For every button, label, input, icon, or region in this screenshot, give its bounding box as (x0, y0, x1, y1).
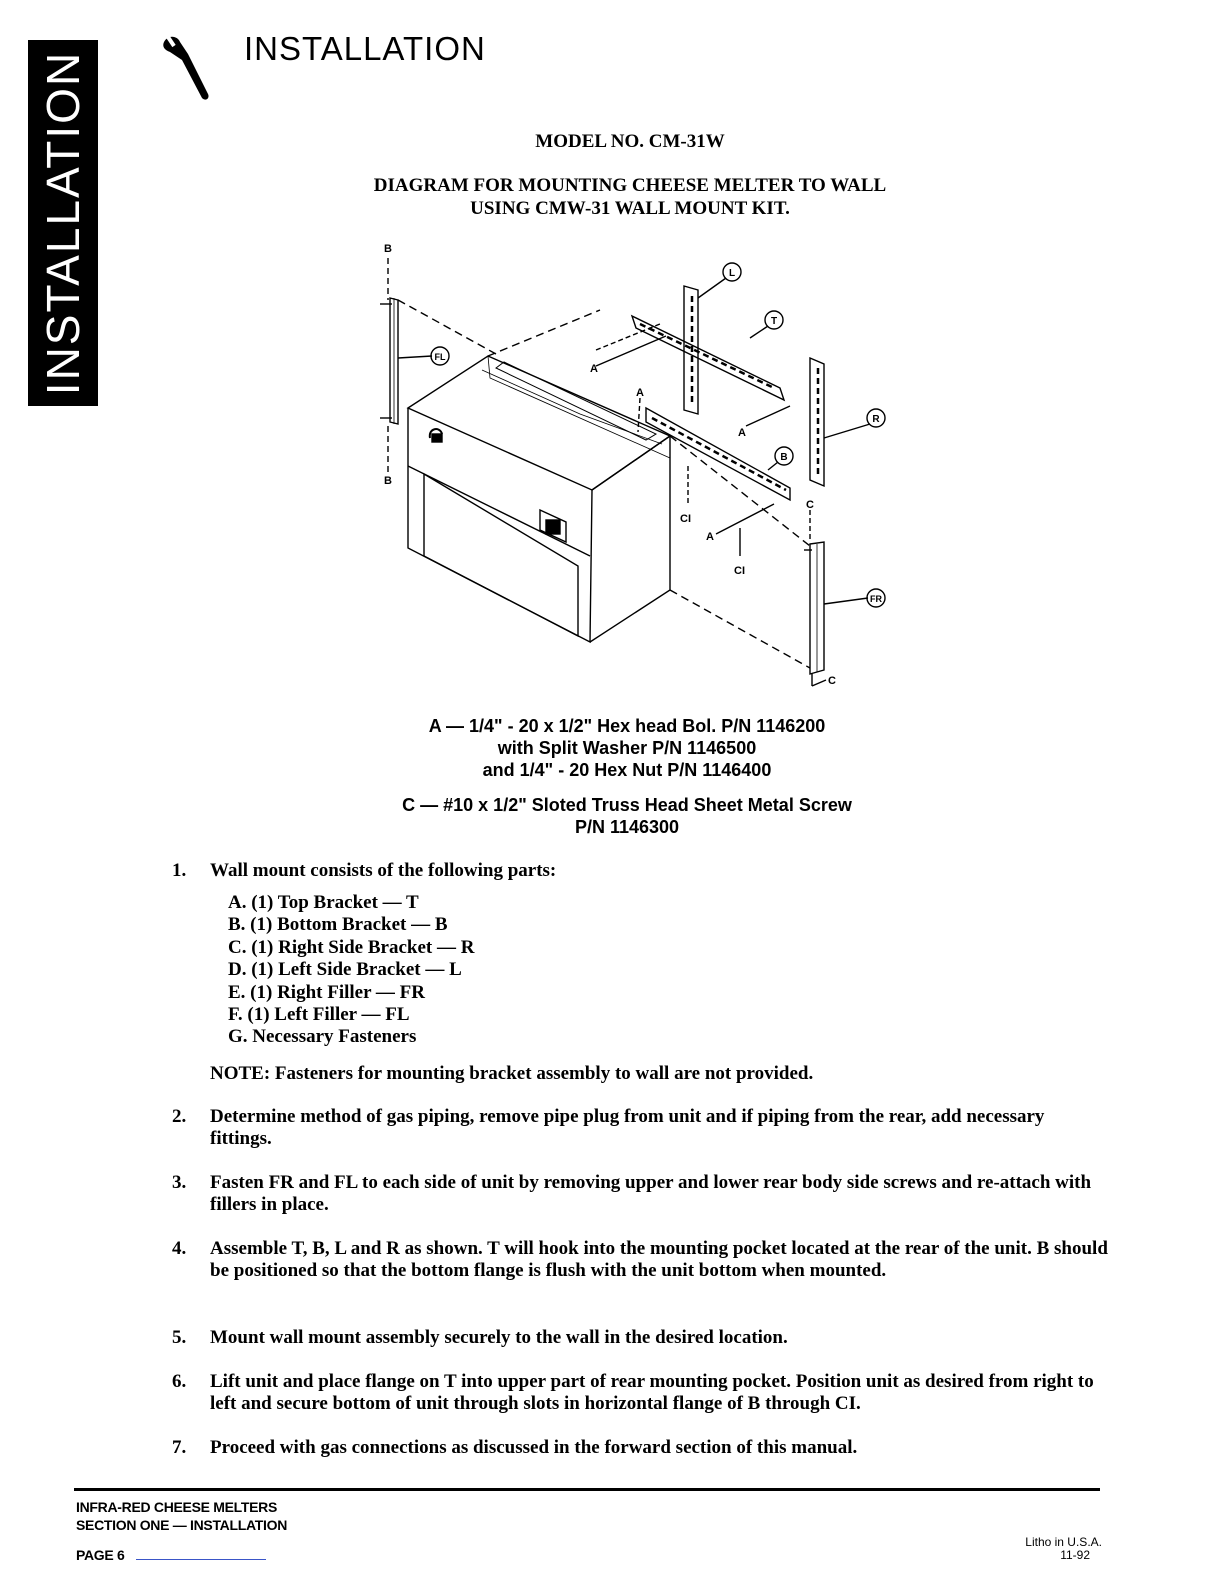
right-filler-part (804, 542, 824, 674)
side-tab-label: INSTALLATION (37, 50, 89, 396)
list-item: A. (1) Top Bracket — T (228, 892, 419, 913)
label-r: R (872, 414, 880, 425)
label-fl: FL (434, 352, 446, 362)
label-b-bottom: B (384, 475, 392, 487)
label-l: L (728, 268, 736, 279)
cheese-melter-unit (408, 356, 670, 642)
diagram-title-line-1: DIAGRAM FOR MOUNTING CHEESE MELTER TO WALL (373, 175, 887, 196)
label-fr: FR (870, 594, 882, 604)
list-item: C. (1) Right Side Bracket — R (228, 936, 475, 958)
wrench-icon (158, 26, 218, 104)
page-header-title: INSTALLATION (244, 30, 486, 67)
side-tab (28, 40, 98, 406)
label-c-bottom: C (828, 675, 836, 687)
list-item: E. (1) Right Filler — FR (228, 981, 426, 1003)
diagram-title-line-2: USING CMW-31 WALL MOUNT KIT. (470, 198, 790, 219)
fastener-c-line-1: C — #10 x 1/2" Sloted Truss Head Sheet Metal Screw (402, 795, 852, 815)
fastener-a-line-1: A — 1/4" - 20 x 1/2" Hex head Bol. P/N 1146200 (428, 716, 826, 736)
label-a-2: A (636, 387, 644, 399)
bottom-bracket-part (646, 408, 790, 500)
fastener-a-line-3: and 1/4" - 20 Hex Nut P/N 1146400 (482, 760, 772, 780)
right-side-bracket-part (810, 358, 824, 486)
label-ci-2: CI (734, 565, 745, 577)
page-number: PAGE 6 (76, 1547, 125, 1563)
wall-mount-diagram (370, 238, 900, 698)
list-item: D. (1) Left Side Bracket — L (228, 959, 462, 981)
list-item: F. (1) Left Filler — FL (228, 1004, 410, 1026)
list-item: G. Necessary Fasteners (228, 1026, 417, 1048)
parts-list (228, 892, 474, 1049)
label-b: B (780, 452, 788, 463)
left-filler-part (380, 298, 398, 424)
label-ci-1: CI (680, 513, 691, 525)
footer-line-2: SECTION ONE — INSTALLATION (76, 1517, 288, 1533)
fastener-a-line-2: with Split Washer P/N 1146500 (497, 738, 757, 758)
footer-line-1: INFRA-RED CHEESE MELTERS (76, 1499, 277, 1515)
litho-date: 11-92 (1060, 1548, 1090, 1562)
page-underline (136, 1559, 266, 1560)
model-number: MODEL NO. CM-31W (535, 131, 725, 152)
footer-rule (74, 1488, 1100, 1491)
list-item: B. (1) Bottom Bracket — B (228, 914, 448, 936)
label-b-top: B (384, 243, 392, 255)
label-c-top: C (806, 499, 814, 511)
label-a-3: A (738, 427, 746, 439)
litho-text: Litho in U.S.A. (1025, 1535, 1102, 1549)
label-a-1: A (590, 363, 598, 375)
fastener-c-line-2: P/N 1146300 (574, 817, 680, 837)
note: NOTE: Fasteners for mounting bracket assembly to wall are not provided. (210, 1063, 814, 1084)
label-t: T (770, 316, 778, 327)
top-bracket-part (632, 316, 784, 400)
label-a-4: A (706, 531, 714, 543)
